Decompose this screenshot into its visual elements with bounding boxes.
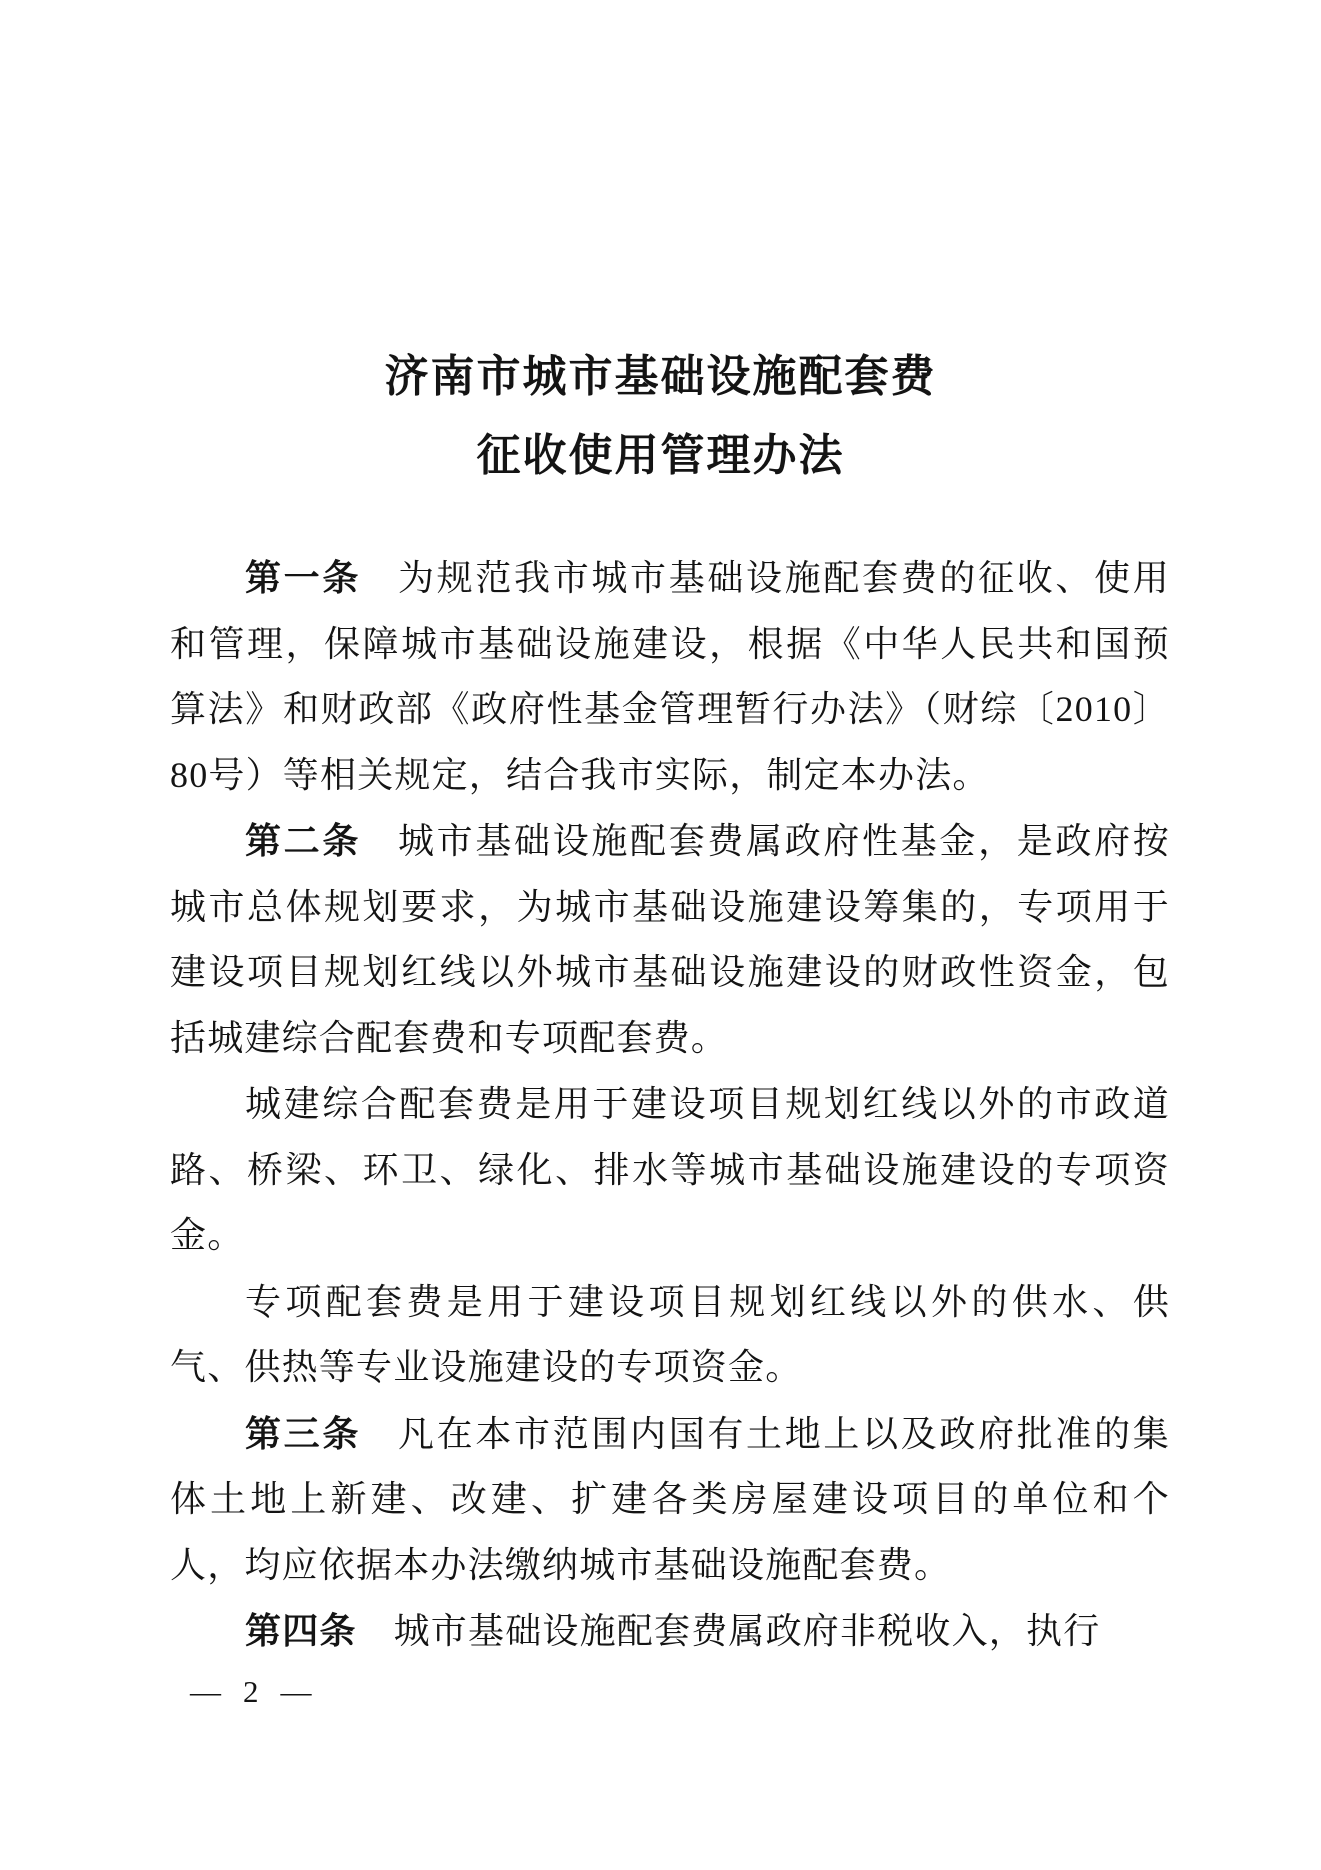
paragraph-text: 为规范我市城市基础设施配套费的征收、使用和管理，保障城市基础设施建设，根据《中华人民共和国预算法》和财政部《政府性基金管理暂行办法》（财综〔2010〕80号）等相关规定，结合我市实际，制定本办法。 xyxy=(170,558,1170,795)
article-label: 第三条 xyxy=(245,1412,362,1454)
page-footer xyxy=(190,1674,312,1710)
paragraph-text: 专项配套费是用于建设项目规划红线以外的供水、供气、供热等专业设施建设的专项资金。 xyxy=(170,1281,1170,1387)
title-line-2: 征收使用管理办法 xyxy=(476,431,845,480)
article-paragraph xyxy=(170,1071,1170,1269)
article-label: 第四条 xyxy=(245,1610,357,1651)
article-label: 第一条 xyxy=(245,557,362,598)
paragraph-text: 城市基础设施配套费属政府性基金，是政府按城市总体规划要求，为城市基础设施建设筹集的，专项用于建设项目规划红线以外城市基础设施建设的财政性资金，包括城建综合配套费和专项配套费。 xyxy=(170,821,1170,1058)
article-paragraph xyxy=(170,1269,1170,1401)
page-number: 2 xyxy=(243,1674,259,1709)
article-paragraph xyxy=(170,808,1170,1071)
document-body xyxy=(170,545,1170,1665)
article-label: 第二条 xyxy=(245,820,362,861)
article-paragraph xyxy=(170,545,1170,808)
paragraph-text: 凡在本市范围内国有土地上以及政府批准的集体土地上新建、改建、扩建各类房屋建设项目的单位和个人，均应依据本办法缴纳城市基础设施配套费。 xyxy=(170,1413,1170,1585)
article-paragraph xyxy=(170,1401,1170,1599)
document-title xyxy=(0,337,1321,495)
paragraph-text: 城建综合配套费是用于建设项目规划红线以外的市政道路、桥梁、环卫、绿化、排水等城市基础设施建设的专项资金。 xyxy=(170,1084,1170,1255)
footer-dash-left: — xyxy=(190,1674,221,1709)
title-line-1: 济南市城市基础设施配套费 xyxy=(384,352,937,401)
footer-dash-right: — xyxy=(280,1674,312,1709)
article-paragraph xyxy=(170,1598,1170,1665)
paragraph-text: 城市基础设施配套费属政府非税收入，执行 xyxy=(393,1611,1101,1651)
